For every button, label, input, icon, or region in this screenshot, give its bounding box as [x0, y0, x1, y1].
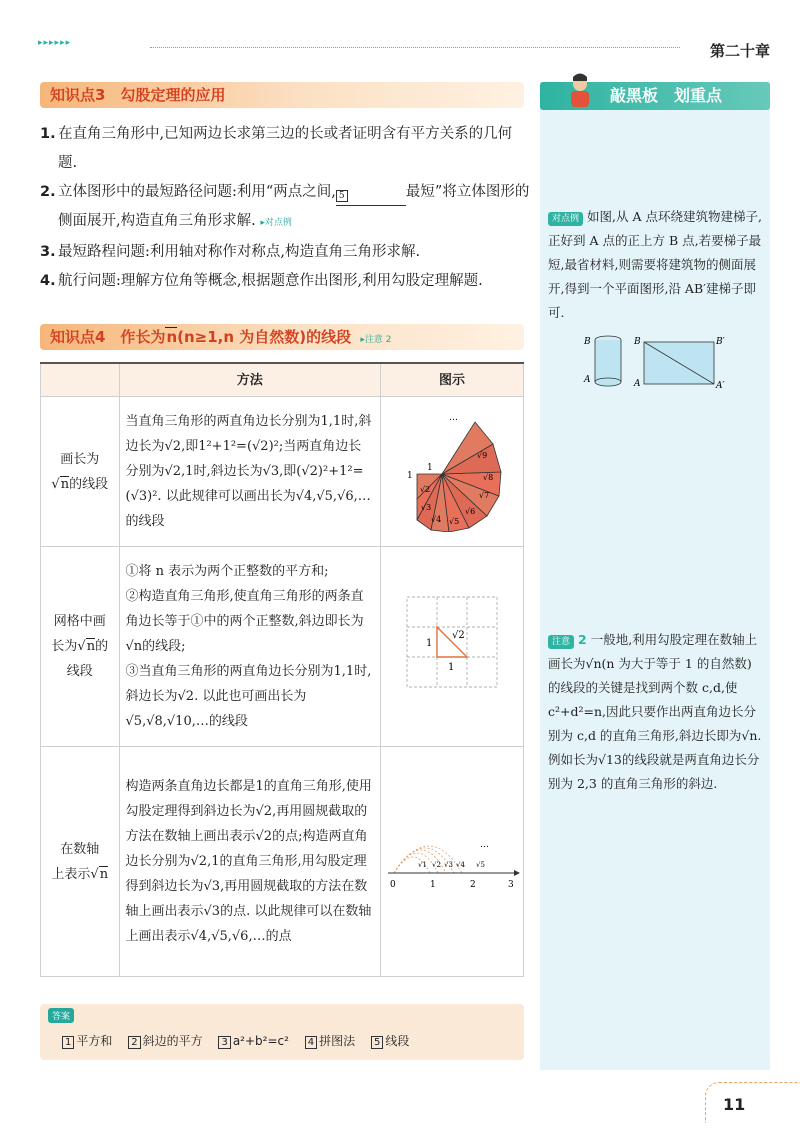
- col-figure: 图示: [381, 363, 524, 397]
- kp4-banner: 知识点4 作长为n(n≥1,n 为自然数)的线段 ▸注意 2: [40, 324, 524, 350]
- grid-figure: [381, 547, 524, 747]
- answer-item: 2 斜边的平方: [128, 1034, 202, 1048]
- axis-tick: 2: [470, 880, 476, 890]
- page-number: 11: [723, 1095, 746, 1114]
- grid-diagram: [402, 592, 502, 692]
- axis-root: √5: [476, 861, 485, 869]
- kp3-banner: [40, 82, 524, 108]
- axis-root: √2: [432, 861, 441, 869]
- method-table: [40, 362, 524, 977]
- answer-row: [62, 1032, 421, 1049]
- spiral-label: √6: [465, 507, 476, 516]
- kp3-title: 知识点3 勾股定理的应用: [50, 86, 226, 104]
- header-rule: [150, 47, 680, 48]
- numberline-figure: [381, 747, 524, 977]
- svg-text:A′: A′: [716, 381, 725, 391]
- row-label: 网格中画 长为√n的 线段: [41, 547, 120, 747]
- answer-label: 答案: [48, 1008, 74, 1023]
- list-item: 1. 在直角三角形中,已知两边长求第三边的长或者证明含有平方关系的几何题.: [40, 126, 513, 171]
- spiral-label: √7: [479, 491, 490, 500]
- teacher-icon: [560, 72, 600, 112]
- note-pill: 注意: [548, 635, 574, 649]
- spiral-label: …: [449, 413, 458, 423]
- sidebar-example: 对点例 如图,从 A 点环绕建筑物建梯子,正好到 A 点的正上方 B 点,若要梯子最短,最省材料,则需要将建筑物的侧面展开,得到一个平面图形,沿 AB′建梯子即可.: [548, 209, 762, 320]
- answer-box: [40, 1004, 524, 1060]
- list-item: 4. 航行问题:理解方位角等概念,根据题意作出图形,利用勾股定理解题.: [40, 273, 483, 289]
- axis-ellipsis: …: [480, 840, 489, 850]
- axis-root: √3: [444, 861, 453, 869]
- spiral-label: √4: [431, 515, 442, 524]
- header-arrows: ▸▸▸▸▸▸: [38, 38, 72, 48]
- answer-item: 3 a²+b²=c²: [218, 1034, 288, 1048]
- spiral-label: √5: [449, 517, 460, 526]
- example-tag[interactable]: ▸对点例: [260, 218, 292, 228]
- spiral-label: √2: [420, 485, 431, 494]
- answer-item: 4 拼图法: [305, 1034, 355, 1048]
- table-row: [41, 747, 524, 977]
- number-line-diagram: [384, 817, 520, 897]
- axis-tick: 3: [508, 880, 514, 890]
- spiral-label: √8: [483, 473, 494, 482]
- note-tag[interactable]: ▸注意 2: [360, 335, 392, 345]
- sidebar-note: 注意 2 一般地,利用勾股定理在数轴上画长为√n(n 为大于等于 1 的自然数)的线段的关键是找到两个数 c,d,使 c²+d²=n,因此只要作出两直角边长分别为 c,d 的直角三角形,斜边长即为√n. 例如长为√13的线段就是两直角边长分别为 2,3 的直角三角形的斜边.: [548, 632, 762, 791]
- row-label: 画长为 √n的线段: [41, 397, 120, 547]
- row-method: 当直角三角形的两直角边长分别为1,1时,斜边长为√2,即1²+1²=(√2)²;当两直角边长分别为√2,1时,斜边长为√3,即(√2)²+1²=(√3)². 以此规律可以画出长为√4,√5,√6,…的线段: [119, 397, 381, 547]
- example-pill: 对点例: [548, 212, 583, 226]
- axis-root: √1: [418, 861, 427, 869]
- spiral-label: √3: [421, 503, 432, 512]
- table-row: [41, 397, 524, 547]
- spiral-label: 1: [427, 463, 433, 473]
- table-header: [41, 363, 524, 397]
- svg-text:A: A: [634, 379, 641, 389]
- fill-blank: 5: [336, 187, 406, 206]
- grid-label: √2: [452, 630, 465, 641]
- table-row: [41, 547, 524, 747]
- svg-text:B′: B′: [716, 337, 725, 347]
- row-method: 构造两条直角边长都是1的直角三角形,使用勾股定理得到斜边长为√2,再用圆规截取的方法在数轴上画出表示√2的点;构造两直角边长分别为√2,1的直角三角形,用勾股定理得到斜边长为√3,再用圆规截取的方法在数轴上画出表示√3的点. 以此规律可以在数轴上画出表示√4,√5,√6,…的点: [119, 747, 381, 977]
- answer-item: 1 平方和: [62, 1034, 112, 1048]
- list-item: 3. 最短路程问题:利用轴对称作对称点,构造直角三角形求解.: [40, 244, 421, 260]
- answer-item: 5 线段: [371, 1034, 409, 1048]
- row-label: 在数轴 上表示√n: [41, 747, 120, 977]
- spiral-label: √9: [477, 451, 488, 460]
- axis-tick: 0: [390, 880, 396, 890]
- sidebar-title: 敲黑板 划重点: [540, 82, 770, 110]
- row-method: ①将 n 表示为两个正整数的平方和; ②构造直角三角形,使直角三角形的两条直角边长等于①中的两个正整数,斜边即长为√n的线段; ③当直角三角形的两直角边长分别为1,1时,斜边长为√2. 以此也可画出长为√5,√8,√10,…的线段: [119, 547, 381, 747]
- svg-text:B: B: [584, 337, 591, 347]
- sqrt-spiral-diagram: [387, 402, 517, 532]
- spiral-label: 1: [407, 471, 413, 481]
- list-item: 2. 立体图形中的最短路径问题:利用“两点之间, 5 最短”将立体图形的侧面展开,构造直角三角形求解. ▸对点例: [40, 184, 530, 229]
- cylinder-unfold-diagram: [578, 330, 738, 394]
- svg-text:A: A: [584, 375, 591, 385]
- grid-label: 1: [426, 638, 433, 649]
- grid-label: 1: [448, 662, 455, 673]
- kp3-list: [40, 120, 530, 296]
- footer-corner: [705, 1082, 800, 1123]
- col-method: 方法: [119, 363, 381, 397]
- svg-text:B: B: [634, 337, 641, 347]
- chapter-title: 第二十章: [709, 42, 770, 60]
- axis-root: √4: [456, 861, 465, 869]
- axis-tick: 1: [430, 880, 436, 890]
- spiral-figure: [381, 397, 524, 547]
